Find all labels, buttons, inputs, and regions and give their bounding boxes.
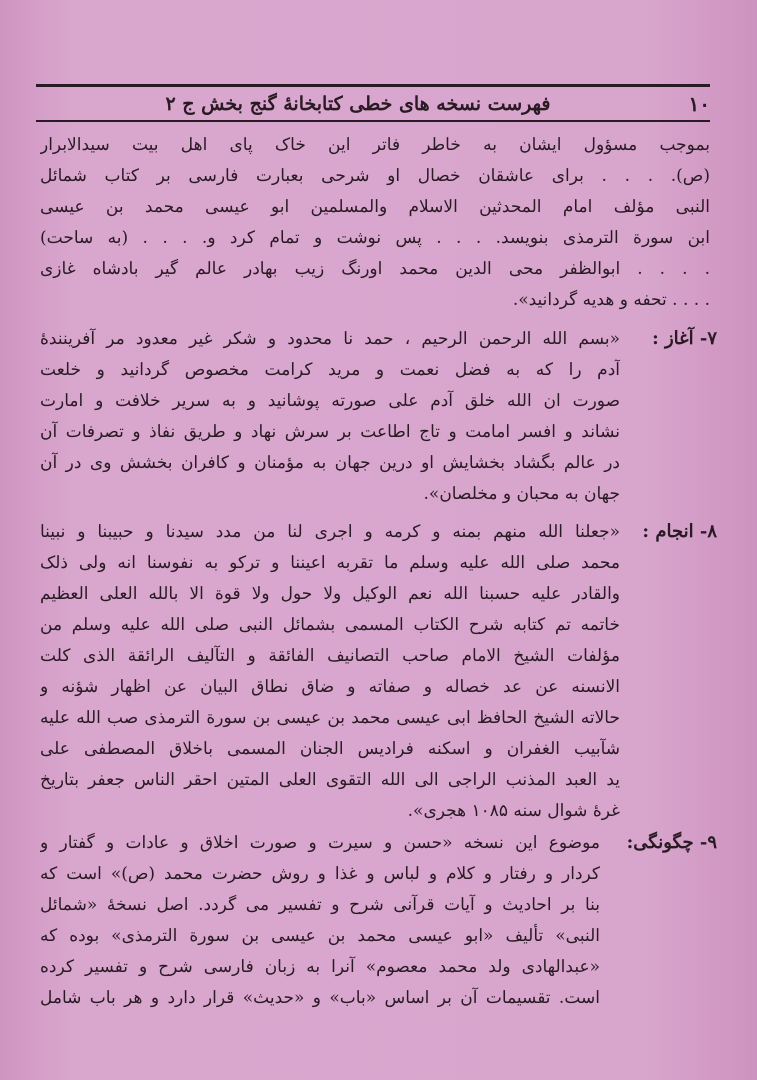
section-label-anjam: ۸- انجام :	[642, 521, 717, 542]
text-line: حالاته الشیخ الحافظ ابی عیسی محمد بن عیسی بن سورة الترمذی صب الله علیه	[40, 708, 620, 728]
text-line: «بسم الله الرحمن الرحیم ، حمد نا محدود و شکر غیر معدود مر آفرینندهٔ	[40, 329, 620, 349]
text-line: آدم را که به فضل نعمت و مرید کرامت مخصوص گردانید و خلعت	[40, 360, 620, 380]
text-line: مؤلفات الشیخ الامام صاحب التصانیف الفائقة و التآلیف الرائقة الذی کلت	[40, 646, 620, 666]
text-line: بموجب مسؤول ایشان به خاطر فاتر این خاک پای اهل بیت سیدالابرار	[40, 135, 710, 155]
text-line: جهان به محبان و مخلصان».	[423, 484, 620, 504]
text-line: نشاند و افسر امامت و تاج اطاعت بر سرش نهاد و طریق نفاذ و تصرفات آن	[40, 422, 620, 442]
text-line: خاتمه تم کتابه شرح الکتاب المسمی بشمائل النبی صلی الله علیه وسلم من	[40, 615, 620, 635]
section-label-aghaz: ۷- آغاز :	[652, 328, 717, 349]
header-bottom-rule	[36, 120, 710, 122]
text-line: (ص). . . . برای عاشقان خصال او شرحی بعبارت فارسی بر کتاب شمائل	[40, 166, 710, 186]
text-line: النبی مؤلف امام المحدثین الاسلام والمسلمین ابو عیسی محمد بن عیسی	[40, 197, 710, 217]
text-line: . . . . تحفه و هدیه گردانید».	[512, 290, 710, 310]
text-line: غرهٔ شوال سنه ۱۰۸۵ هجری».	[407, 801, 620, 821]
running-title: فهرست نسخه های خطی کتابخانهٔ گنج بخش ج ۲	[165, 93, 551, 115]
text-line: الانسنه عن عد خصاله و صفاته و ضاق نطاق البیان عن اظهار شؤنه و	[40, 677, 620, 697]
header-top-rule	[36, 84, 710, 87]
text-line: صورت ان الله خلق آدم علی صورته پوشانید و به سریر خلافت و امارت	[40, 391, 620, 411]
text-line: در عالم بگشاد بخشایش او درین جهان به مؤمنان و کافران بخشش وی در آن	[40, 453, 620, 473]
text-line: «جعلنا الله منهم بمنه و کرمه و اجری لنا من مدد سیدنا و حبیبنا و نبینا	[40, 522, 620, 542]
text-line: ید العبد المذنب الراجی الی الله التقوی العلی المتین احقر الناس جعفر بتاریخ	[40, 770, 620, 790]
text-line: کردار و رفتار و کلام و لباس و غذا و روش حضرت محمد (ص)» است که	[40, 864, 600, 884]
section-label-chegunegi: ۹- چگونگی:	[626, 832, 717, 853]
text-line: شآبیب الغفران و اسکنه فرادیس الجنان المسمی باخلاق المصطفی علی	[40, 739, 620, 759]
page-number: ۱۰	[688, 92, 710, 116]
intro-paragraph	[40, 130, 710, 316]
text-line: محمد صلی الله علیه وسلم ما تقربه اعیننا و ترکو به نفوسنا انه ولی ذلک	[40, 553, 620, 573]
running-header	[36, 88, 710, 120]
text-line: موضوع این نسخه «حسن و سیرت و صورت اخلاق و عادات و گفتار و	[40, 833, 600, 853]
text-line: «عبدالهادی ولد محمد معصوم» آنرا به زبان فارسی شرح و تفسیر کرده	[40, 957, 600, 977]
section-chegunegi-text	[40, 828, 600, 1014]
text-line: والقادر علیه حسبنا الله نعم الوکیل ولا حول ولا قوة الا بالله العلی العظیم	[40, 584, 620, 604]
text-line: است. تقسیمات آن بر اساس «باب» و «حدیث» قرار دارد و هر باب شامل	[40, 988, 600, 1008]
section-anjam-text	[40, 517, 620, 827]
section-aghaz-text	[40, 324, 620, 510]
text-line: بنا بر احادیث و آیات قرآنی شرح و تفسیر می گردد. اصل نسخهٔ «شمائل	[40, 895, 600, 915]
text-line: النبی» تألیف «ابو عیسی محمد بن عیسی بن سورة الترمذی» بوده که	[40, 926, 600, 946]
text-line: ابن سورة الترمذی بنویسد. . . . پس نوشت و تمام کرد و. . . . (به ساحت)	[40, 228, 710, 248]
text-line: . . . . ابوالظفر محی الدین محمد اورنگ زیب بهادر عالم گیر بادشاه غازی	[40, 259, 710, 279]
